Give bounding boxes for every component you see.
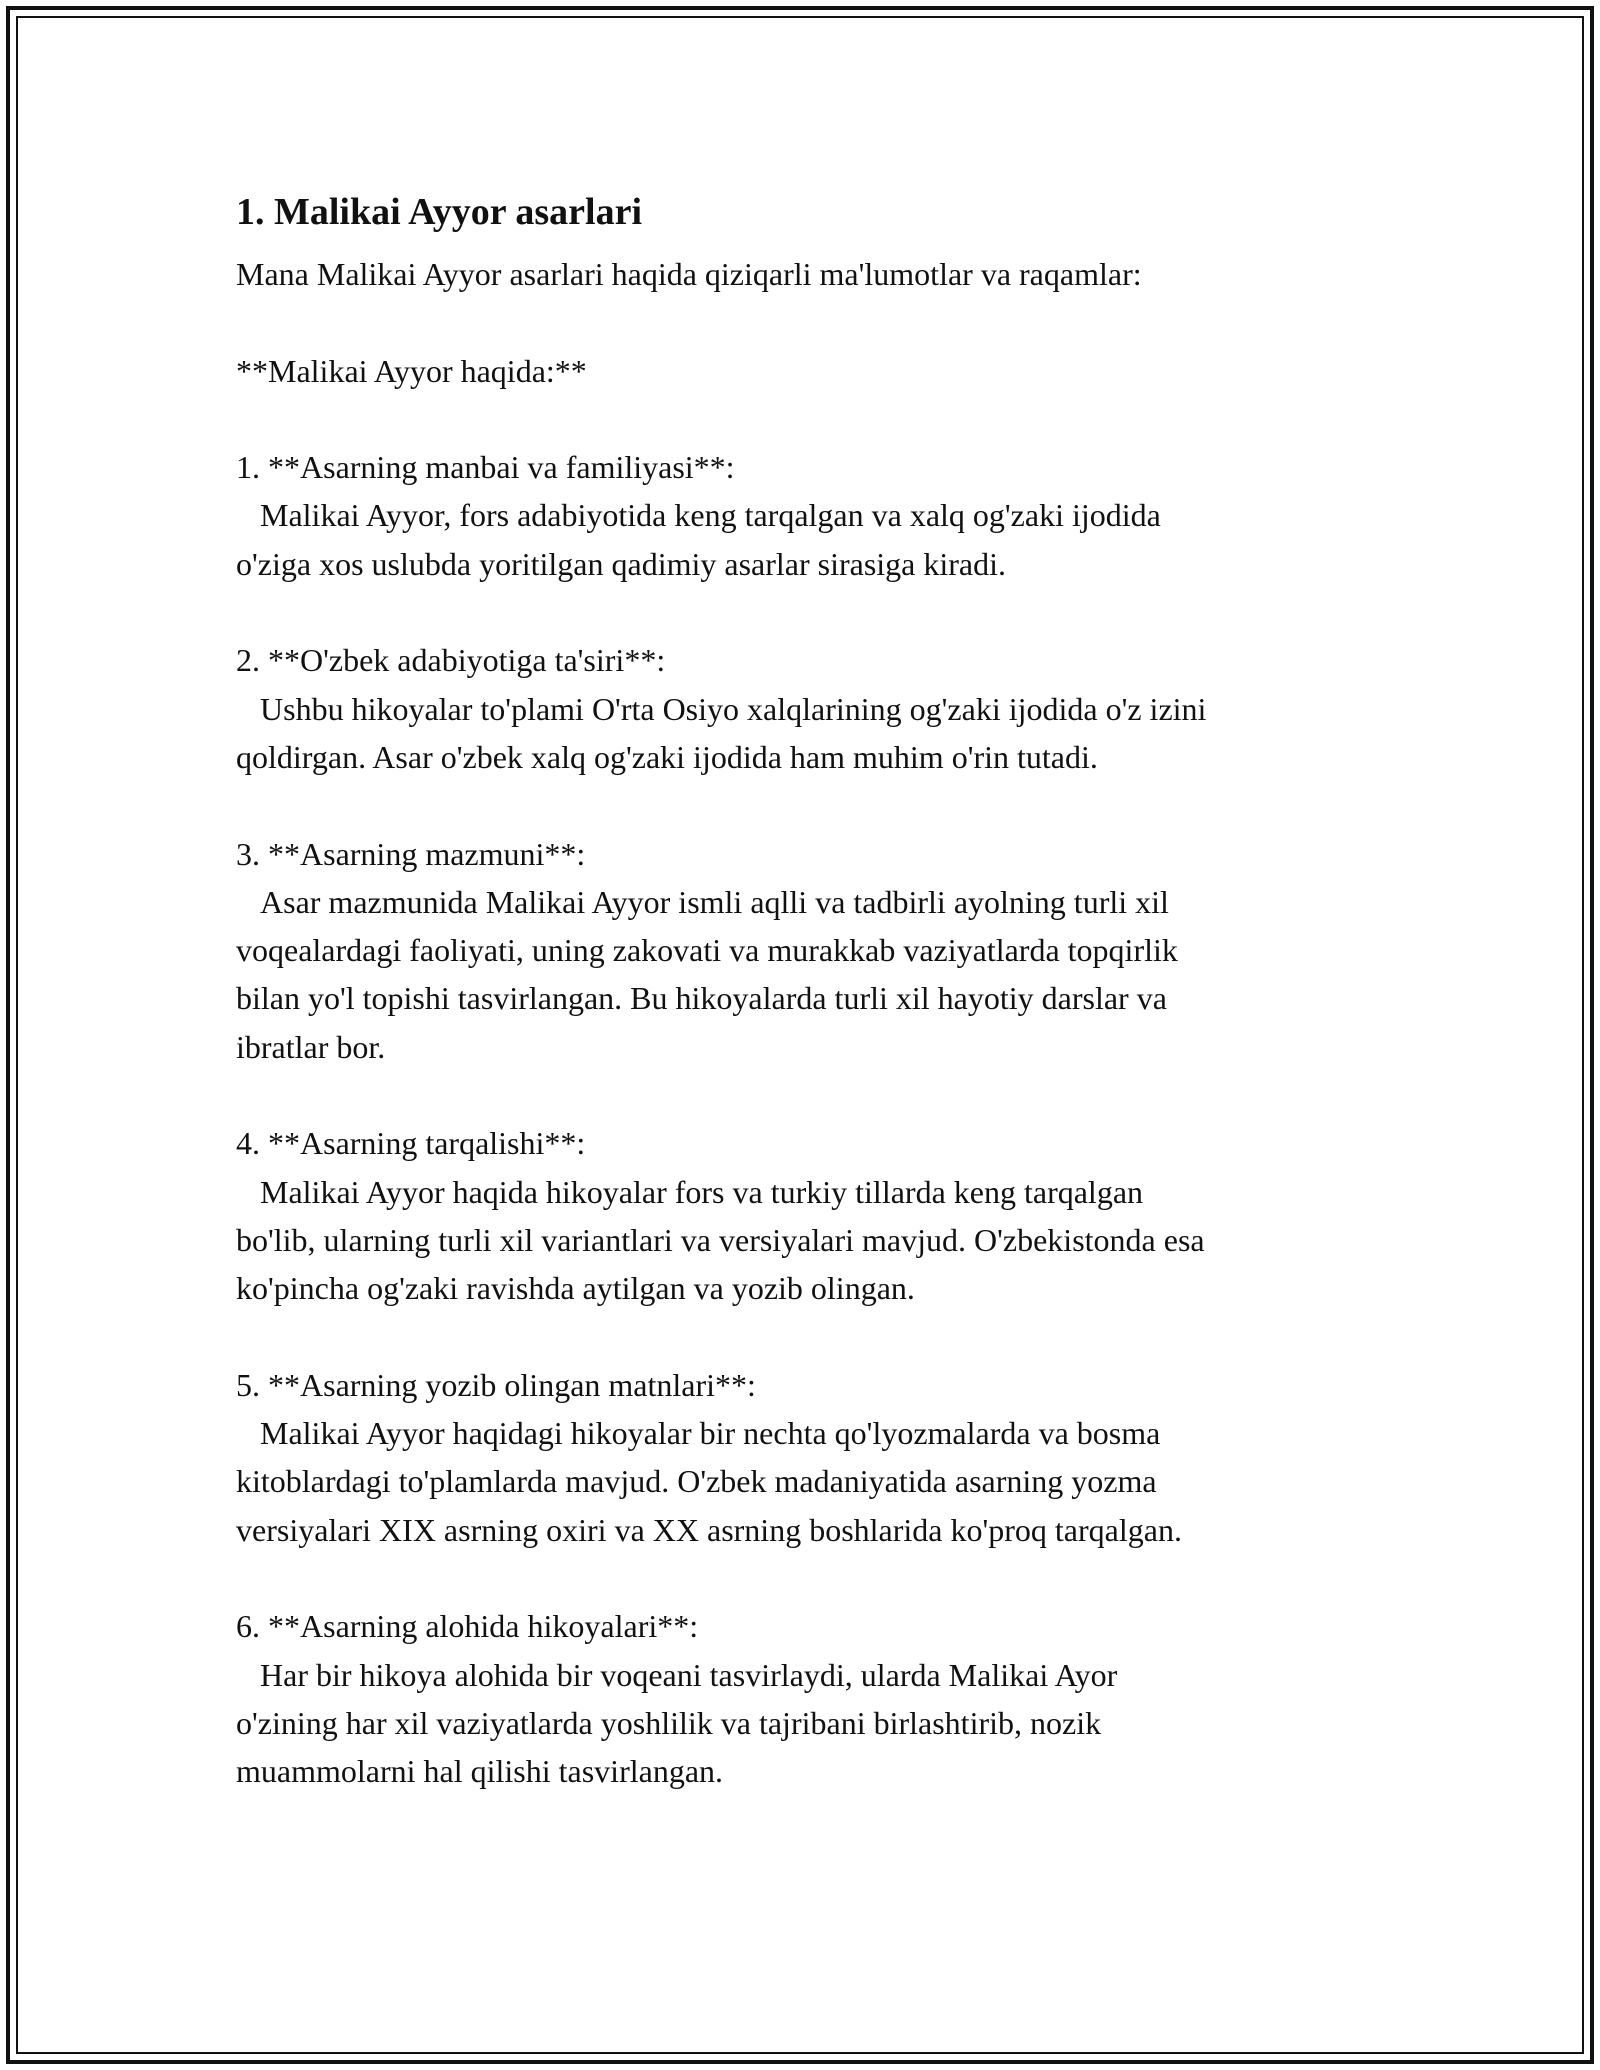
- document-body: Mana Malikai Ayyor asarlari haqida qiziqarli ma'lumotlar va raqamlar: **Malikai Ayyor haqida:** 1. **Asarning manbai va familiyasi**: Malikai Ayyor, fors adabiyotida keng tarqalgan va xalq og'zaki ijodida o'ziga xos uslubda yoritilgan qadimiy asarlar sirasiga kiradi. 2. **O'zbek adabiyotiga ta'siri**: Ushbu hikoyalar to'plami O'rta Osiyo xalqlarining og'zaki ijodida o'z izini qoldirgan. Asar o'zbek xalq og'zaki ijodida ham muhim o'rin tutadi. 3. **Asarning mazmuni**: Asar mazmunida Malikai Ayyor ismli aqlli va tadbirli ayolning turli xil voqealardagi faoliyati, uning zakovati va murakkab vaziyatlarda topqirlik bilan yo'l topishi tasvirlangan. Bu hikoyalarda turli xil hayotiy darslar va ibratlar bor. 4. **Asarning tarqalishi**: Malikai Ayyor haqida hikoyalar fors va turkiy tillarda keng tarqalgan bo'lib, ularning turli xil variantlari va versiyalari mavjud. O'zbekistonda esa ko'pincha og'zaki ravishda aytilgan va yozib olingan. 5. **Asarning yozib olingan matnlari**: Malikai Ayyor haqidagi hikoyalar bir nechta qo'lyozmalarda va bosma kitoblardagi to'plamlarda mavjud. O'zbek madaniyatida asarning yozma versiyalari XIX asrning oxiri va XX asrning boshlarida ko'proq tarqalgan. 6. **Asarning alohida hikoyalari**: Har bir hikoya alohida bir voqeani tasvirlaydi, ularda Malikai Ayor o'zining har xil vaziyatlarda yoshlilik va tajribani birlashtirib, nozik muammolarni hal qilishi tasvirlangan.: [236, 256, 1207, 1790]
- document-content: [236, 188, 1366, 1796]
- document-title: 1. Malikai Ayyor asarlari: [236, 191, 643, 233]
